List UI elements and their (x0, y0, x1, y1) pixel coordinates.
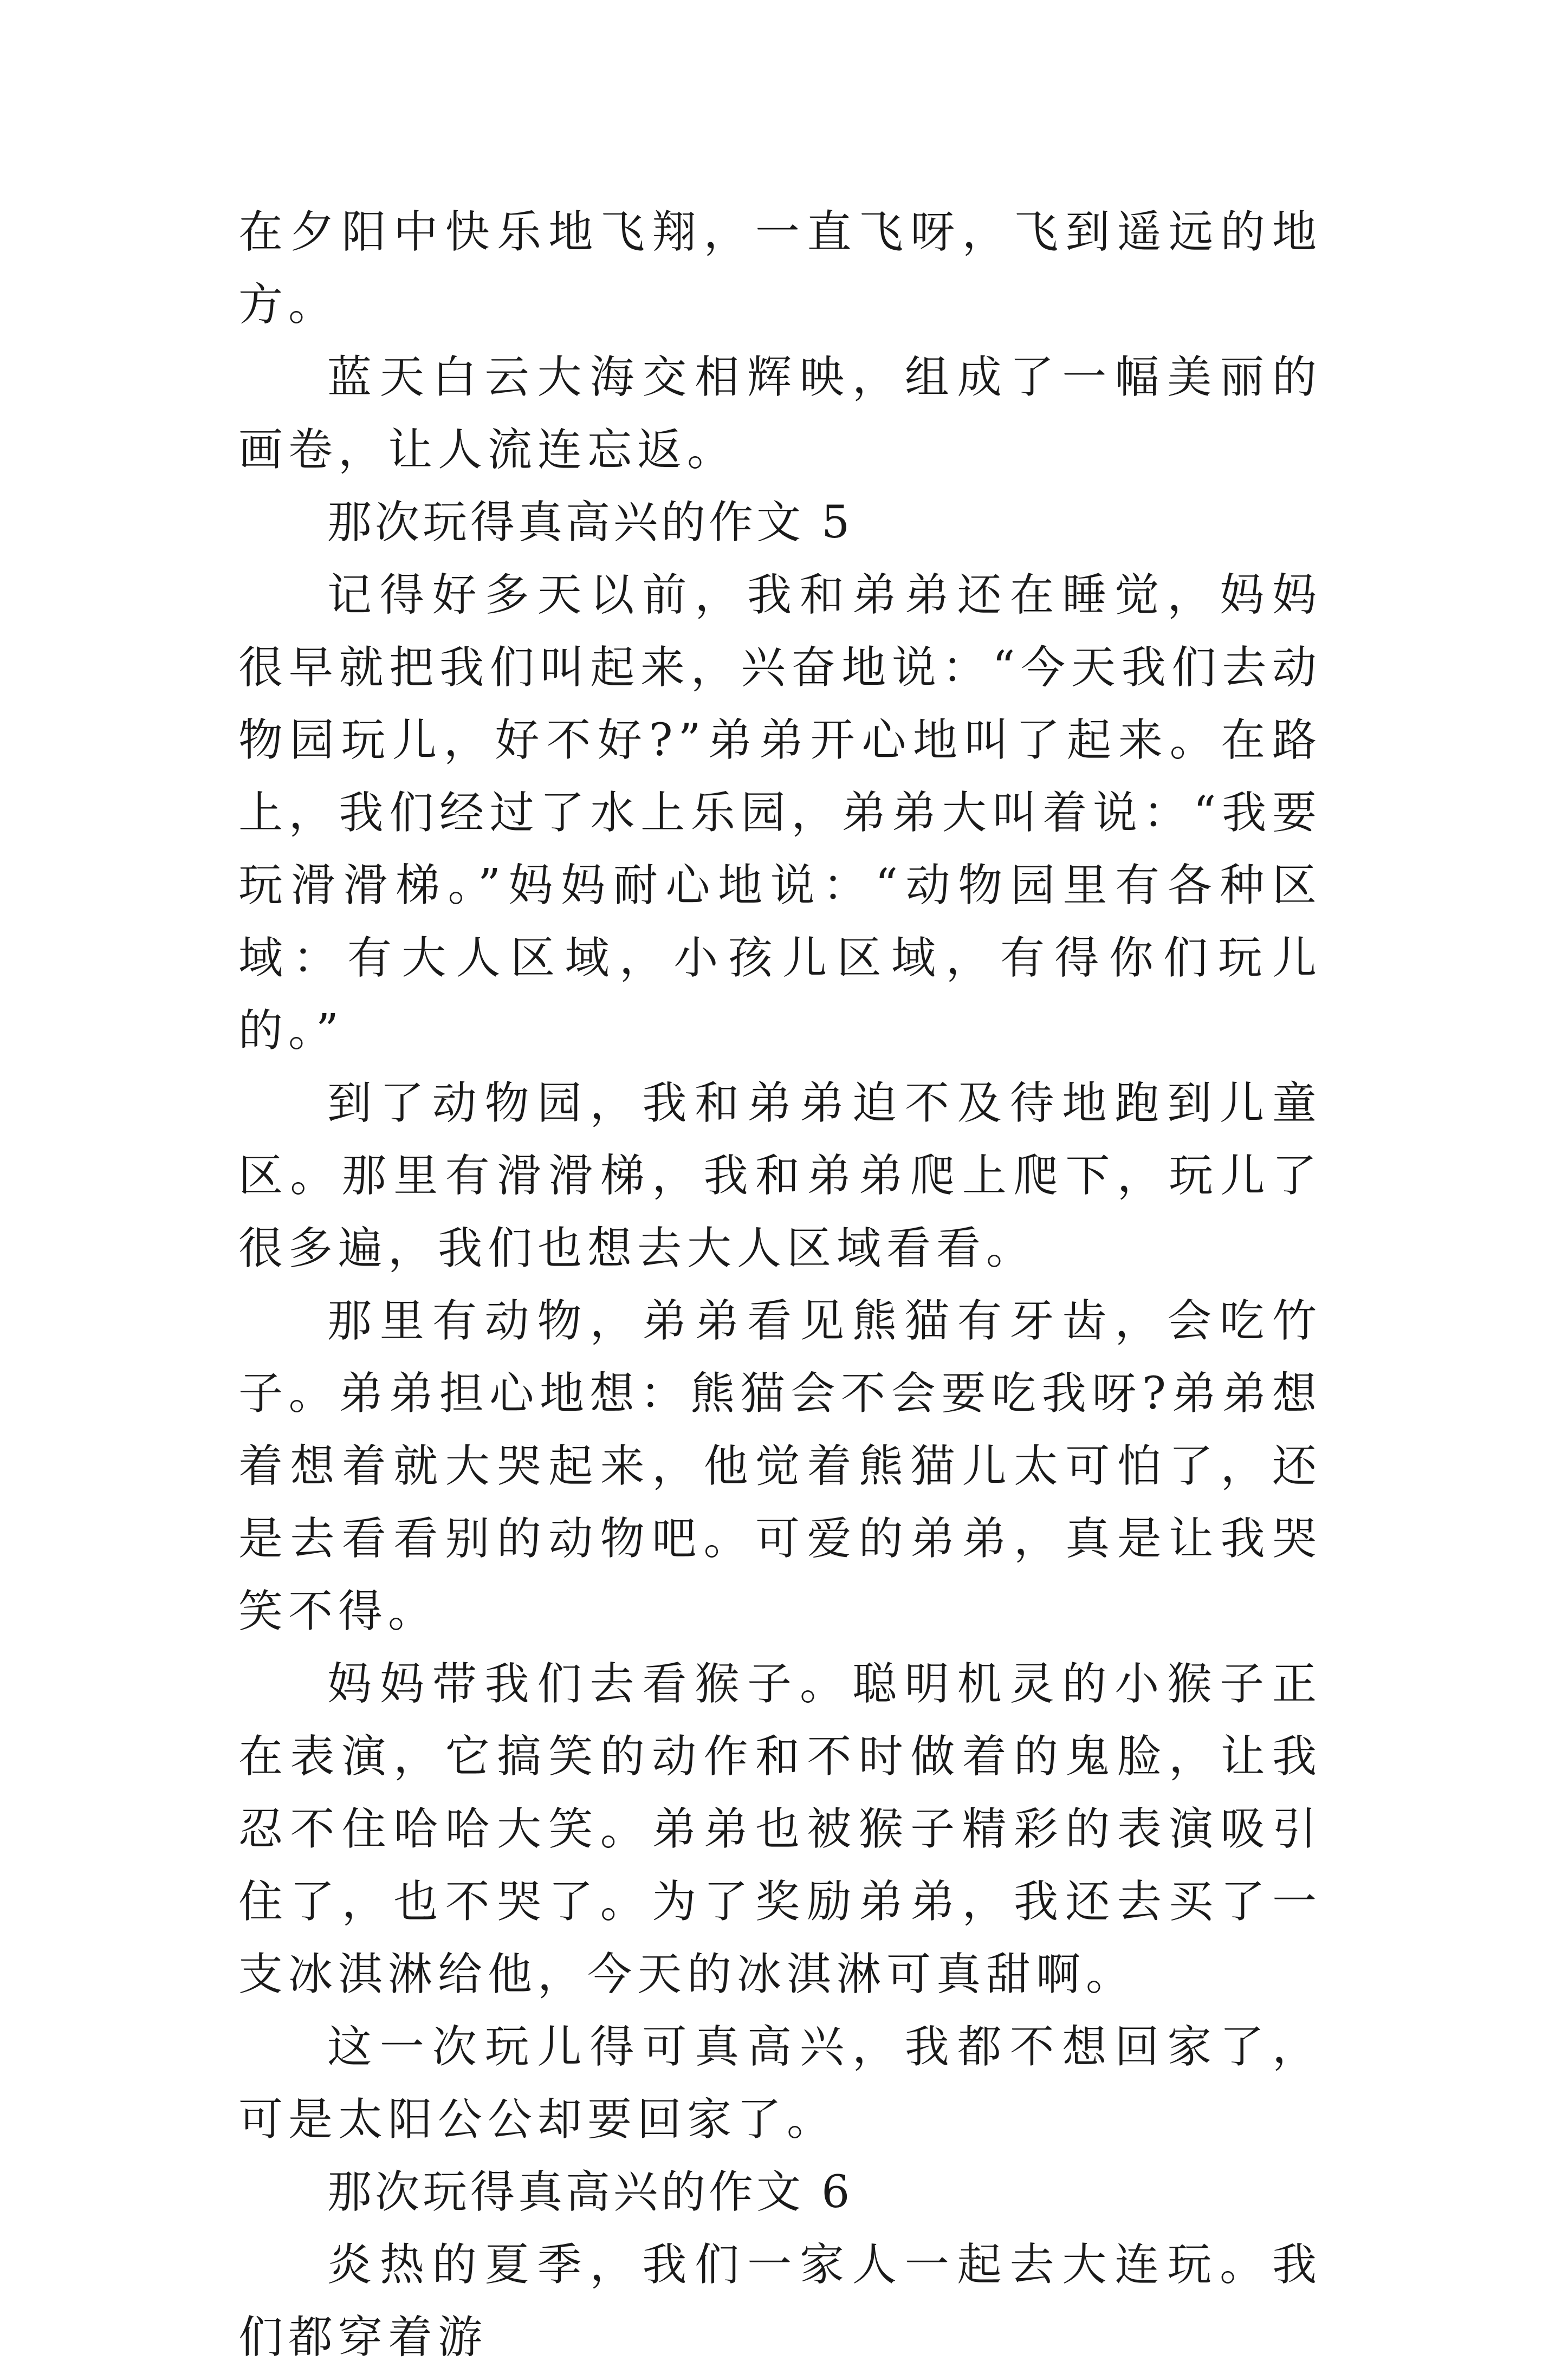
paragraph: 这一次玩儿得可真高兴，我都不想回家了，可是太阳公公却要回家了。 (238, 2021, 1322, 2145)
paragraph: 到了动物园，我和弟弟迫不及待地跑到儿童区。那里有滑滑梯，我和弟弟爬上爬下，玩儿了很多遍，我们也想去大人区域看看。 (238, 1078, 1322, 1274)
paragraph: 那里有动物，弟弟看见熊猫有牙齿，会吃竹子。弟弟担心地想：熊猫会不会要吃我呀?弟弟想着想着就大哭起来，他觉着熊猫儿太可怕了，还是去看看别的动物吧。可爱的弟弟，真是让我哭笑不得。 (238, 1295, 1322, 1637)
paragraph: 炎热的夏季，我们一家人一起去大连玩。我们都穿着游 (238, 2239, 1322, 2363)
essay-heading: 那次玩得真高兴的作文 6 (327, 2167, 853, 2218)
paragraph: 蓝天白云大海交相辉映，组成了一幅美丽的画卷，让人流连忘返。 (238, 352, 1322, 476)
paragraph: 妈妈带我们去看猴子。聪明机灵的小猴子正在表演，它搞笑的动作和不时做着的鬼脸，让我忍不住哈哈大笑。弟弟也被猴子精彩的表演吸引住了，也不哭了。为了奖励弟弟，我还去买了一支冰淇淋给他，今天的冰淇淋可真甜啊。 (238, 1658, 1322, 2000)
essay-heading: 那次玩得真高兴的作文 5 (327, 497, 853, 548)
paragraph: 记得好多天以前，我和弟弟还在睡觉，妈妈很早就把我们叫起来，兴奋地说：“今天我们去动物园玩儿，好不好?”弟弟开心地叫了起来。在路上，我们经过了水上乐园，弟弟大叫着说：“我要玩滑滑梯。”妈妈耐心地说：“动物园里有各种区域：有大人区域，小孩儿区域，有得你们玩儿的。” (238, 569, 1322, 1056)
paragraph-continuation: 在夕阳中快乐地飞翔，一直飞呀，飞到遥远的地方。 (238, 206, 1322, 330)
document-body (238, 196, 1322, 2374)
